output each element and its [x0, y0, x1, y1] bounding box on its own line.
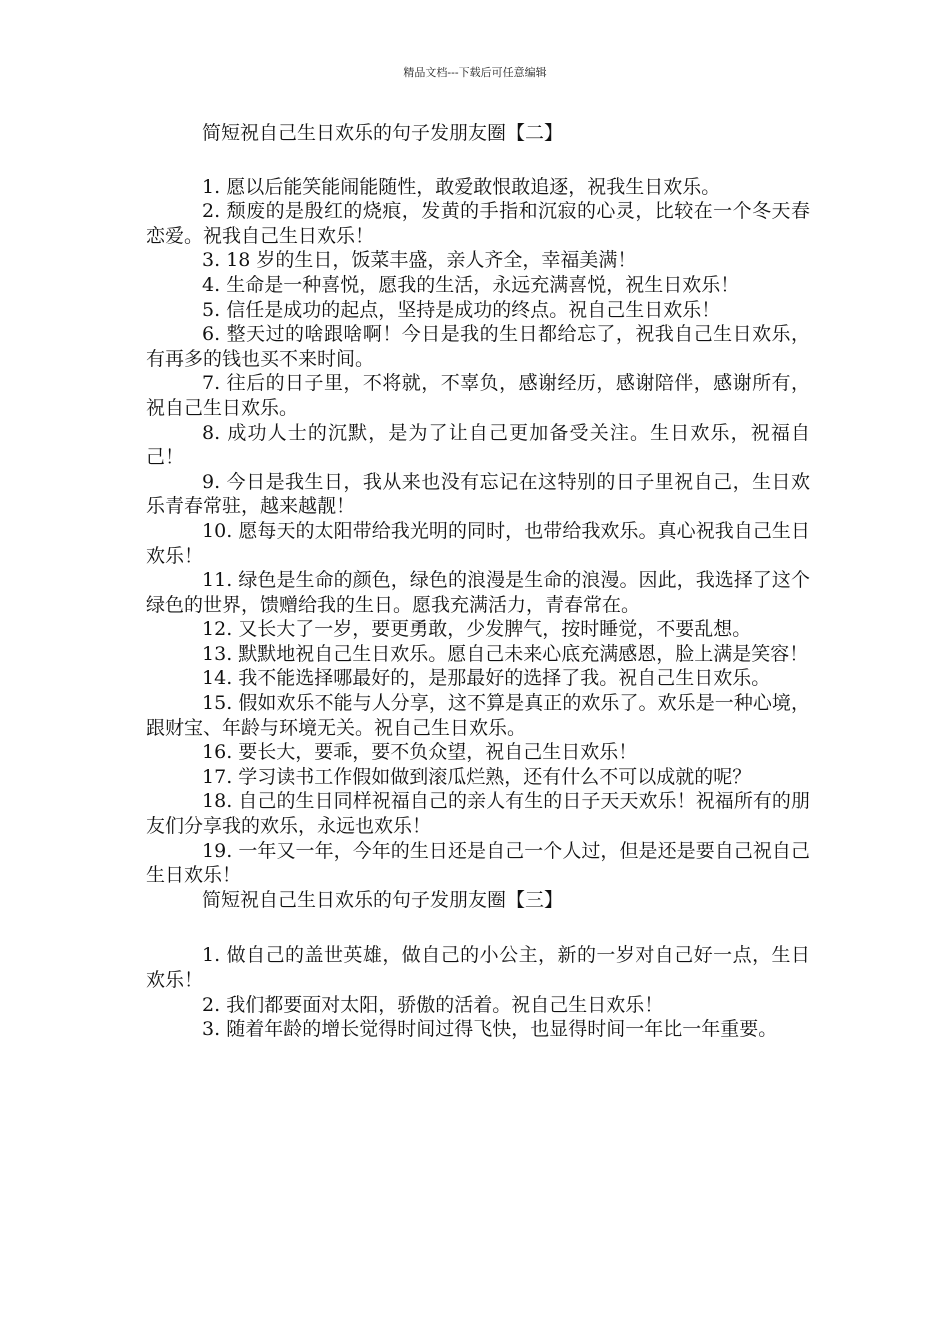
list-item: 4. 生命是一种喜悦，愿我的生活，永远充满喜悦，祝生日欢乐！: [202, 273, 740, 296]
page-header: 精品文档---下载后可任意编辑: [403, 66, 547, 79]
list-item: 3. 随着年龄的增长觉得时间过得飞快，也显得时间一年比一年重要。: [202, 1018, 778, 1041]
list-item: 18. 自己的生日同样祝福自己的亲人有生的日子天天欢乐！祝福所有的朋友们分享我的欢乐，永远也欢乐！: [146, 790, 810, 838]
section-title-3: 简短祝自己生日欢乐的句子发朋友圈【三】: [202, 888, 564, 911]
list-item: 2. 颓废的是殷红的烧痕，发黄的手指和沉寂的心灵，比较在一个冬天春恋爱。祝我自己生日欢乐！: [146, 200, 810, 247]
list-item: 8. 成功人士的沉默，是为了让自己更加备受关注。生日欢乐，祝福自己！: [146, 421, 810, 469]
list-item: 7. 往后的日子里，不将就，不辜负，感谢经历，感谢陪伴，感谢所有，祝自己生日欢乐。: [146, 372, 810, 419]
list-item: 3. 18 岁的生日，饭菜丰盛，亲人齐全，幸福美满！: [202, 249, 637, 272]
list-item: 2. 我们都要面对太阳，骄傲的活着。祝自己生日欢乐！: [202, 993, 664, 1016]
list-item: 10. 愿每天的太阳带给我光明的同时，也带给我欢乐。真心祝我自己生日欢乐！: [146, 519, 810, 567]
list-item: 16. 要长大，要乖，要不负众望，祝自己生日欢乐！: [202, 741, 638, 764]
list-item: 9. 今日是我生日，我从来也没有忘记在这特别的日子里祝自己，生日欢乐青春常驻，越来越靓！: [146, 470, 810, 518]
list-item: 6. 整天过的啥跟啥啊！今日是我的生日都给忘了，祝我自己生日欢乐，有再多的钱也买不来时间。: [146, 323, 810, 370]
list-item: 1. 愿以后能笑能闹能随性，敢爱敢恨敢追逐，祝我生日欢乐。: [202, 175, 721, 198]
list-item: 17. 学习读书工作假如做到滚瓜烂熟，还有什么不可以成就的呢？: [202, 765, 752, 788]
list-item: 19. 一年又一年，今年的生日还是自己一个人过，但是还是要自己祝自己生日欢乐！: [146, 839, 810, 887]
section-title-2: 简短祝自己生日欢乐的句子发朋友圈【二】: [202, 122, 564, 144]
list-item: 1. 做自己的盖世英雄，做自己的小公主，新的一岁对自己好一点，生日欢乐！: [146, 944, 810, 991]
list-item: 5. 信任是成功的起点，坚持是成功的终点。祝自己生日欢乐！: [202, 298, 721, 321]
list-item: 11. 绿色是生命的颜色，绿色的浪漫是生命的浪漫。因此，我选择了这个绿色的世界，馈赠给我的生日。愿我充满活力，青春常在。: [146, 569, 810, 616]
list-item: 12. 又长大了一岁，要更勇敢，少发脾气，按时睡觉，不要乱想。: [202, 618, 752, 641]
document-body: [146, 121, 810, 1042]
list-item: 15. 假如欢乐不能与人分享，这不算是真正的欢乐了。欢乐是一种心境，跟财宝、年龄与环境无关。祝自己生日欢乐。: [146, 692, 810, 739]
list-item: 13. 默默地祝自己生日欢乐。愿自己未来心底充满感恩，脸上满是笑容！: [202, 642, 809, 665]
list-item: 14. 我不能选择哪最好的，是那最好的选择了我。祝自己生日欢乐。: [202, 667, 771, 690]
